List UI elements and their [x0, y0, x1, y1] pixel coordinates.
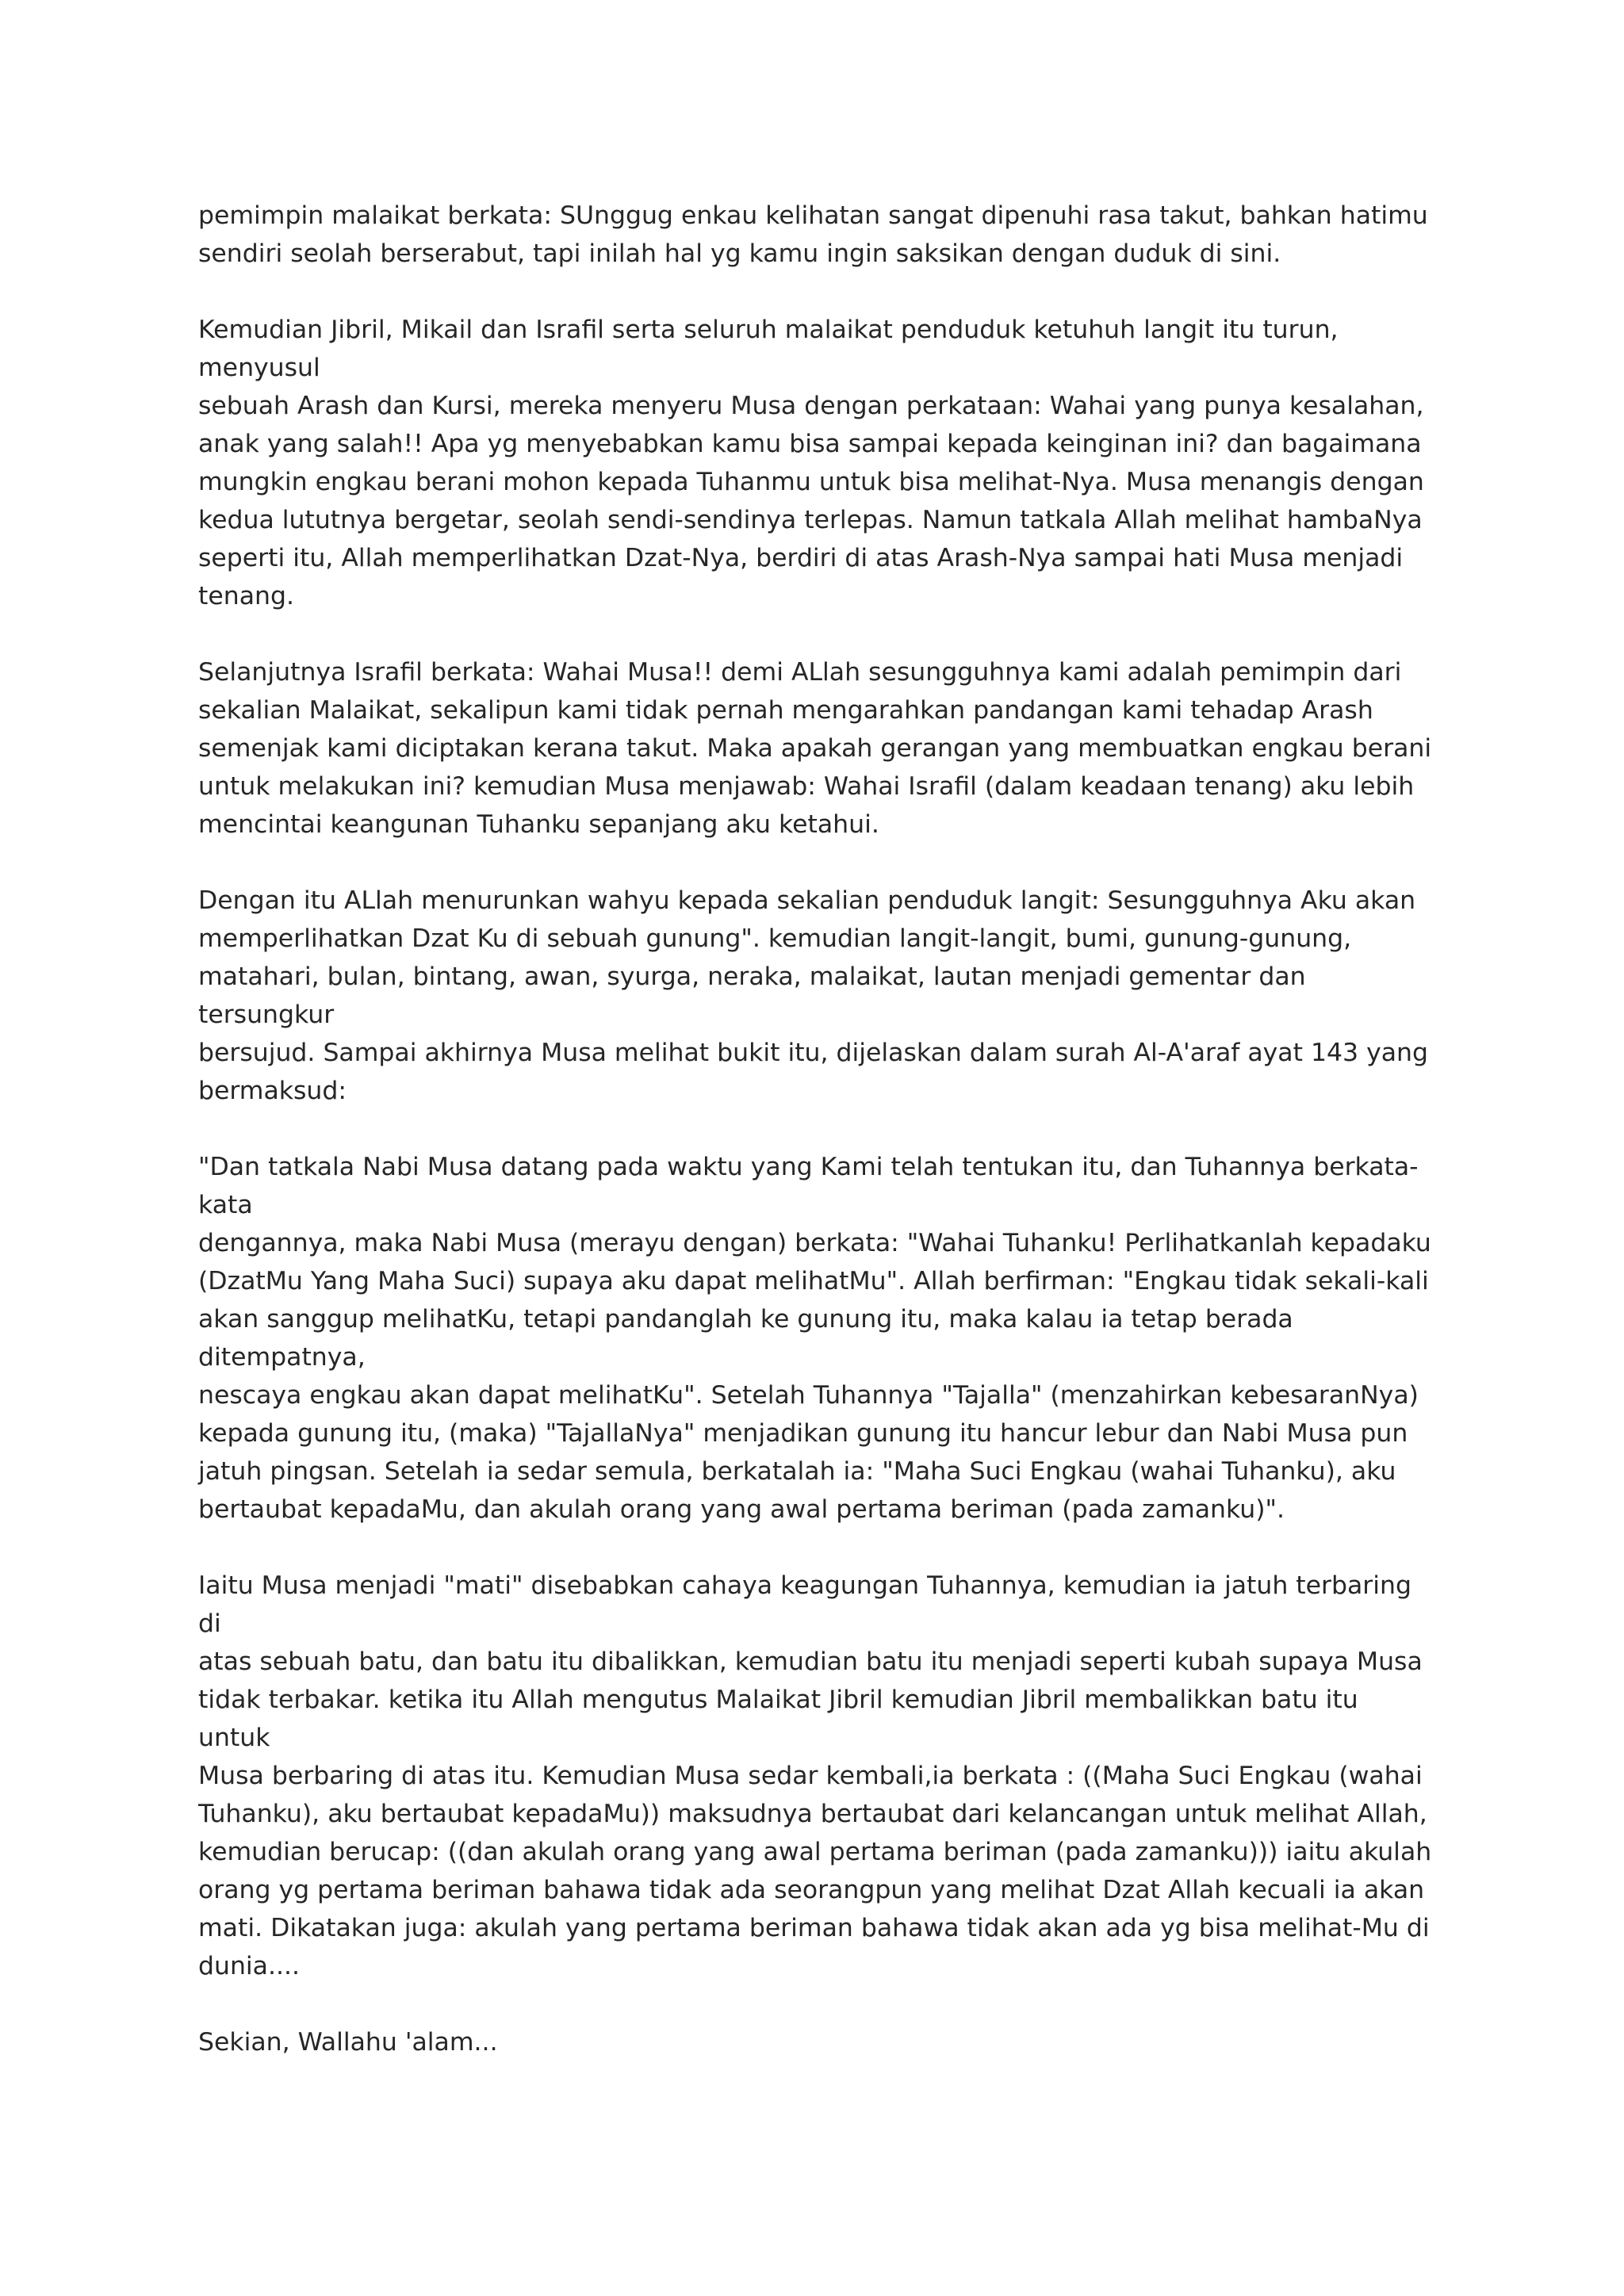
closing-line: Sekian, Wallahu 'alam... [198, 2028, 498, 2057]
paragraph: Dengan itu ALlah menurunkan wahyu kepada sekalian penduduk langit: Sesungguhnya Aku akan memperlihatkan Dzat Ku di sebuah gunung". kemudian langit-langit, bumi, gunung-gunung, matahari, bulan, bintang, awan, syurga, neraka, malaikat, lautan menjadi gementar dan tersungkur bersujud. Sampai akhirnya Musa melihat bukit itu, dijelaskan dalam surah Al-A'araf ayat 143 yang bermaksud: [198, 886, 1429, 1105]
paragraph: Iaitu Musa menjadi "mati" disebabkan cahaya keagungan Tuhannya, kemudian ia jatuh terbaring di atas sebuah batu, dan batu itu dibalikkan, kemudian batu itu menjadi seperti kubah supaya Musa tidak terbakar. ketika itu Allah mengutus Malaikat Jibril kemudian Jibril membalikkan batu itu untuk Musa berbaring di atas itu. Kemudian Musa sedar kembali,ia berkata : ((Maha Suci Engkau (wahai Tuhanku), aku bertaubat kepadaMu)) maksudnya bertaubat dari kelancangan untuk melihat Allah, kemudian berucap: ((dan akulah orang yang awal pertama beriman (pada zamanku))) iaitu akulah orang yg pertama beriman bahawa tidak ada seorangpun yang melihat Dzat Allah kecuali ia akan mati. Dikatakan juga: akulah yang pertama beriman bahawa tidak akan ada yg bisa melihat-Mu di dunia.... [198, 1571, 1432, 1980]
paragraph: "Dan tatkala Nabi Musa datang pada waktu yang Kami telah tentukan itu, dan Tuhannya berkata-kata dengannya, maka Nabi Musa (merayu dengan) berkata: "Wahai Tuhanku! Perlihatkanlah kepadaku (DzatMu Yang Maha Suci) supaya aku dapat melihatMu". Allah berfirman: "Engkau tidak sekali-kali akan sanggup melihatKu, tetapi pandanglah ke gunung itu, maka kalau ia tetap berada ditempatnya, nescaya engkau akan dapat melihatKu". Setelah Tuhannya "Tajalla" (menzahirkan kebesaranNya) kepada gunung itu, (maka) "TajallaNya" menjadikan gunung itu hancur lebur dan Nabi Musa pun jatuh pingsan. Setelah ia sedar semula, berkatalah ia: "Maha Suci Engkau (wahai Tuhanku), aku bertaubat kepadaMu, dan akulah orang yang awal pertama beriman (pada zamanku)". [198, 1153, 1431, 1524]
paragraph: Kemudian Jibril, Mikail dan Israfil serta seluruh malaikat penduduk ketuhuh langit itu turun, menyusul sebuah Arash dan Kursi, mereka menyeru Musa dengan perkataan: Wahai yang punya kesalahan, anak yang salah!! Apa yg menyebabkan kamu bisa sampai kepada keinginan ini? dan bagaimana mungkin engkau berani mohon kepada Tuhanmu untuk bisa melihat-Nya. Musa menangis dengan kedua lututnya bergetar, seolah sendi-sendinya terlepas. Namun tatkala Allah melihat hambaNya seperti itu, Allah memperlihatkan Dzat-Nya, berdiri di atas Arash-Nya sampai hati Musa menjadi tenang. [198, 316, 1424, 610]
paragraph: Selanjutnya Israfil berkata: Wahai Musa!! demi ALlah sesungguhnya kami adalah pemimpin dari sekalian Malaikat, sekalipun kami tidak pernah mengarahkan pandangan kami tehadap Arash semenjak kami diciptakan kerana takut. Maka apakah gerangan yang membuatkan engkau berani untuk melakukan ini? kemudian Musa menjawab: Wahai Israfil (dalam keadaan tenang) aku lebih mencintai keangunan Tuhanku sepanjang aku ketahui. [198, 658, 1432, 839]
paragraph: pemimpin malaikat berkata: SUnggug enkau kelihatan sangat dipenuhi rasa takut, bahkan hatimu sendiri seolah berserabut, tapi inilah hal yg kamu ingin saksikan dengan duduk di sini. [198, 201, 1428, 268]
document-body [198, 197, 1435, 2061]
